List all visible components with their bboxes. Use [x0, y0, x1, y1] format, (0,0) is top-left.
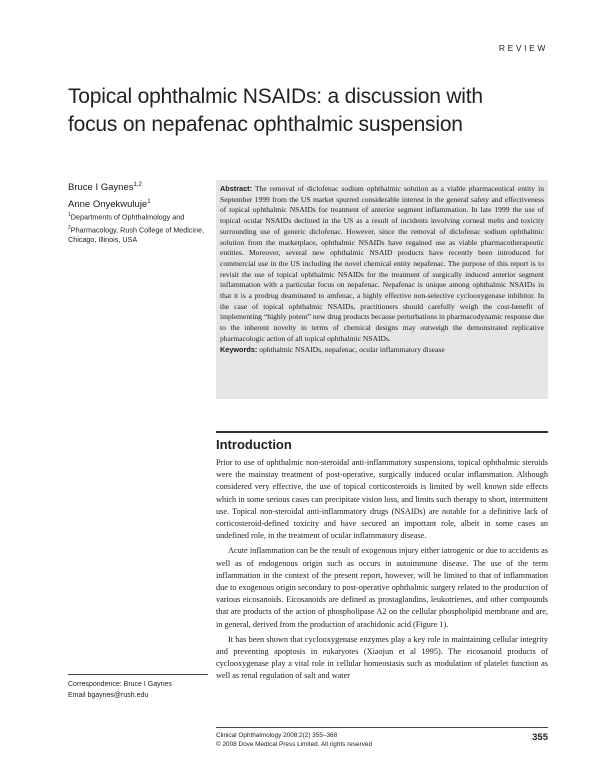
section-tag: REVIEW — [498, 43, 548, 53]
abstract-paragraph — [220, 184, 544, 345]
author-name: Anne Onyekwuluje$^1$ — [68, 199, 151, 211]
keywords-label: Keywords: — [220, 344, 258, 354]
footer-citation: Clinical Ophthalmology 2008:2(2) 355–368 — [216, 732, 338, 739]
author-list — [68, 178, 208, 212]
title-line-2: focus on nepafenac ophthalmic suspension — [68, 113, 463, 136]
correspondence — [68, 680, 208, 701]
abstract-label: Abstract: — [220, 184, 253, 193]
keywords-text: ophthalmic NSAIDs, nepafenac, ocular inflammatory disease — [259, 344, 445, 354]
page-number: 355 — [532, 732, 548, 743]
author-name: Bruce I Gaynes$^{1,2}$ — [68, 182, 142, 194]
abstract-box — [216, 180, 548, 399]
footer-divider — [216, 727, 548, 728]
body-paragraph: It has been shown that cyclooxygenase enzymes play a key role in maintaining cellular integrity and preventing apoptosis in eukaryotes (Xiaojun et al 1995). The eicosanoid products of cyclooxygenase play a vital role in cellular homeostasis such as modulation of platelet function as well as renal regulation of salt and water — [216, 634, 548, 681]
correspondence-name: Correspondence: Bruce I Gaynes — [68, 681, 172, 688]
footer-copyright: © 2008 Dove Medical Press Limited. All rights reserved — [216, 741, 373, 749]
body-paragraph: Acute inflammation can be the result of exogenous injury either iatrogenic or due to accidents as well as of endogenous origin such as occurs in autoimmune disease. The use of the term inflammation in the context of the present report, however, will be limited to that of inflammation due to exogenous origin secondary to post-operative ophthalmic surgery related to the production of various eicosanoids. Eicosanoids are defined as prostaglandins, leukotrienes, and other compounds that are products of the action of phospholipase A2 on the cellular phospholipid membrane and are, in general, derived from the production of arachidonic acid (Figure 1). — [216, 546, 548, 629]
body-text — [216, 457, 548, 683]
title-line-1: Topical ophthalmic NSAIDs: a discussion with — [68, 85, 483, 108]
keywords-line — [220, 345, 544, 356]
correspondence-email: Email bgaynes@rush.edu — [68, 691, 149, 699]
correspondence-divider — [68, 674, 208, 675]
abstract-text: The removal of diclofenac sodium ophthalmic solution as a viable pharmaceutical entity in September 1999 from the US market spurred considerable interest in the general safety and effectiveness of topical ophthalmic NSAIDs for treatment of anterior segment inflammation. In late 1999 the use of topical ocular NSAIDs declined in the US as a result of incidents involving corneal melts and toxicity surrounding use of generic diclofenac. However, since the removal of diclofenac sodium ophthalmic solution from the marketplace, ophthalmic NSAIDs have regained use as viable pharmacotherapeutic entities. Moreover, several new ophthalmic NSAID products have recently been introduced for commercial use in the US including the novel chemical entity nepafenac. The purpose of this report is to revisit the use of topical ophthalmic NSAIDs for the treatment of surgically induced anterior segment inflammation with a particular focus on nepafenac. Nepafenac is unique among ophthalmic NSAIDs in that it is a prodrug deaminated to amfenac, a highly effective non-selective cyclooxygenase inhibitor. In the case of topical ophthalmic NSAIDs, practitioners should carefully weigh the cost-benefit of implementing “highly potent” new drug products because perturbations in pharmacodynamic response due to the inherent novelty in terms of chemical designs may outweigh the demonstrated replicative pharmacologic action of all topical ophthalmic NSAIDs. — [220, 184, 544, 343]
section-divider — [216, 431, 548, 433]
section-heading: Introduction — [216, 437, 292, 452]
article-title — [68, 83, 558, 139]
author-affiliations: $^1$Departments of Ophthalmology and $^2$Pharmacology, Rush College of Medicine, Chicago, Illinois, USA — [68, 212, 205, 245]
footer-citation-block — [216, 731, 496, 750]
body-paragraph: Prior to use of ophthalmic non-steroidal anti-inflammatory suspensions, topical ophthalmic steroids were the mainstay treatment of post-operative, surgically induced ocular inflammation. Although considered very effective, the use of topical corticosteroids is limited by well known side effects which in some serious cases can precipitate vision loss, and limits such therapy to short, intermittent use. Topical non-steroidal anti-inflammatory drugs (NSAIDs) are notable for a definitive lack of corticosteroid-defined toxicity and have secured an important role, albeit in some cases an undefined role, in the treatment of ocular inflammatory disease. — [216, 458, 548, 541]
